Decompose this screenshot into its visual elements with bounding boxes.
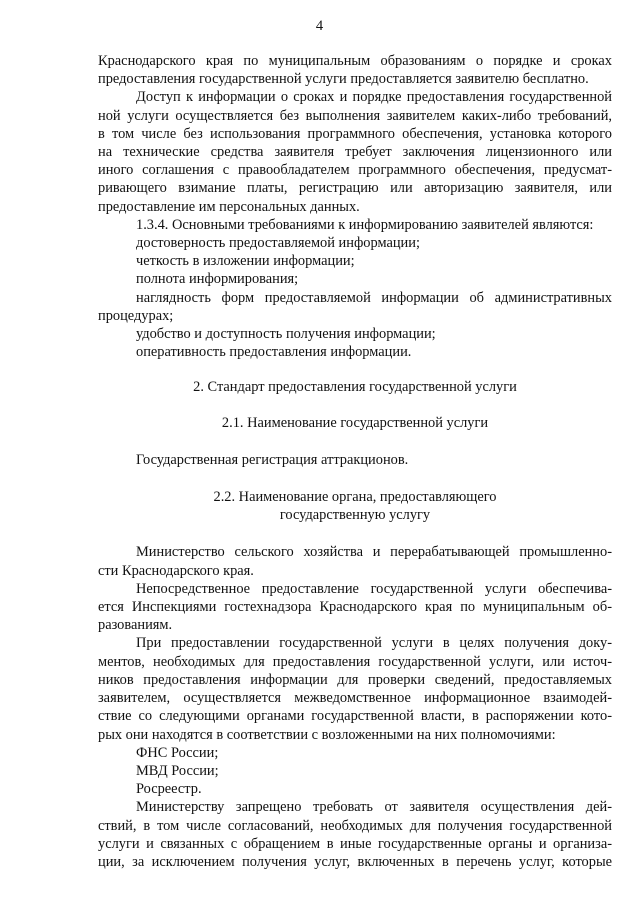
paragraph-interaction <box>98 634 612 743</box>
text-line: предоставление им персональных данных. <box>98 198 360 215</box>
agency-item: ФНС России; <box>136 744 219 761</box>
text-line: сти Краснодарского края. <box>98 562 254 579</box>
section-2-title: 2. Стандарт предоставления государственной услуги <box>193 379 517 396</box>
heading-line: 2.2. Наименование органа, предоставляющего <box>213 489 497 506</box>
text-line: в том числе без использования программного обеспечения, установка которого <box>98 125 612 142</box>
text-line: услуги и связанных с обращением в иные государственные органы и организа- <box>98 835 612 852</box>
list-item: удобство и доступность получения информации; <box>136 326 436 343</box>
text-line: Министерству запрещено требовать от заявителя осуществления дей- <box>136 799 612 816</box>
list-item: наглядность форм предоставляемой информации об административных <box>136 289 612 306</box>
text-line: При предоставлении государственной услуги в целях получения доку- <box>136 635 612 652</box>
agency-item: МВД России; <box>136 762 219 779</box>
text-line: ной услуги осуществляется без выполнения заявителем каких-либо требований, <box>98 107 612 124</box>
subsection-2-2-title <box>98 488 612 524</box>
page-number: 4 <box>315 18 324 34</box>
text-line: на технические средства заявителя требует заключения лицензионного или <box>98 144 612 161</box>
text-line: иного соглашения с правообладателем программного обеспечения, предусмат- <box>98 162 612 179</box>
list-item-continuation: процедурах; <box>98 307 174 324</box>
text-line: рых они находятся в соответствии с возложенными на них полномочиями: <box>98 726 556 743</box>
text-line: Доступ к информации о сроках и порядке предоставления государственной <box>136 89 612 106</box>
text-line: предоставления государственной услуги предоставляется заявителю бесплатно. <box>98 71 589 88</box>
text-line: Краснодарского края по муниципальным образованиям о порядке и сроках <box>98 53 612 69</box>
agency-item: Росреестр. <box>136 781 202 798</box>
list-item: оперативность предоставления информации. <box>136 344 412 361</box>
text-line: ривающего взимание платы, регистрацию или авторизацию заявителя, или <box>98 180 612 197</box>
list-item: достоверность предоставляемой информации; <box>136 235 420 252</box>
paragraph-inspection <box>98 580 612 635</box>
subsection-2-1-title: 2.1. Наименование государственной услуги <box>221 414 489 431</box>
paragraph-prohibited-actions <box>98 798 612 871</box>
text-line: ников предоставления информации для проверки сведений, предоставляемых <box>98 671 612 688</box>
text-line: ствие со следующими органами государственной власти, в распоряжении кото- <box>98 708 612 725</box>
text-line: Министерство сельского хозяйства и перерабатывающей промышленно- <box>136 544 612 561</box>
requirements-list <box>98 216 612 362</box>
text-line: заявителем, осуществляется межведомственное информационное взаимодей- <box>98 690 612 707</box>
text-line: ствий, в том числе согласований, необходимых для получения государственной <box>98 817 612 834</box>
text-line: разованиям. <box>98 617 173 634</box>
list-item: четкость в изложении информации; <box>136 253 355 270</box>
text-line: ментов, необходимых для предоставления государственной услуги, или источ- <box>98 653 612 670</box>
paragraph-access-to-information <box>98 88 612 215</box>
paragraph-free-of-charge <box>98 52 612 88</box>
text-line: ется Инспекциями гостехнадзора Краснодарского края по муниципальным об- <box>98 599 612 616</box>
paragraph-ministry <box>98 543 612 579</box>
document-body <box>98 52 612 871</box>
heading-line: государственную услугу <box>279 507 431 524</box>
service-name: Государственная регистрация аттракционов. <box>136 451 409 468</box>
text-line: ции, за исключением получения услуг, включенных в перечень услуг, которые <box>98 853 612 870</box>
text-line: Непосредственное предоставление государственной услуги обеспечива- <box>136 580 612 597</box>
list-item: полнота информирования; <box>136 271 299 288</box>
requirements-intro: 1.3.4. Основными требованиями к информированию заявителей являются: <box>136 216 594 233</box>
agencies-list <box>98 744 612 799</box>
